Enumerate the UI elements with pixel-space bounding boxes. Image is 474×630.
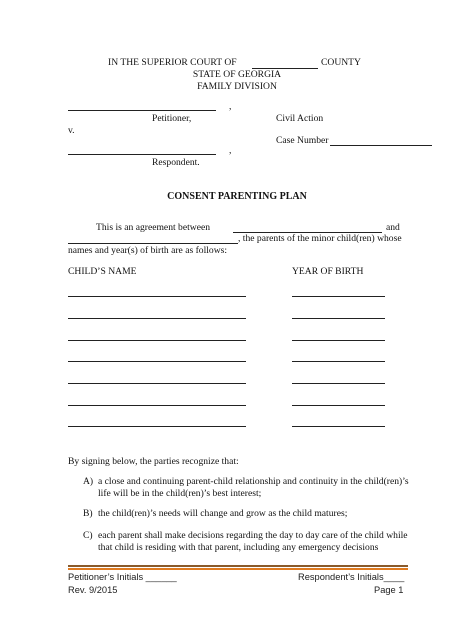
child-name-blank-7[interactable] [68,426,246,427]
child-year-blank-4[interactable] [292,361,385,362]
agreement-line2: , the parents of the minor child(ren) whose [238,233,402,244]
item-c-marker: C) [83,530,93,541]
parent2-blank[interactable] [68,243,238,244]
child-name-blank-3[interactable] [68,340,246,341]
child-name-blank-6[interactable] [68,405,246,406]
case-number-blank[interactable] [330,145,432,146]
item-a-line2: life will be in the child(ren)’s best interest; [98,488,262,499]
court-line-right: COUNTY [321,57,361,68]
respondent-name-blank[interactable] [68,154,216,155]
child-name-blank-5[interactable] [68,383,246,384]
child-year-blank-5[interactable] [292,383,385,384]
item-a-line1: a close and continuing parent-child relationship and continuity in the child(ren)’s [98,476,409,487]
child-year-blank-6[interactable] [292,405,385,406]
item-a-marker: A) [83,476,94,487]
child-name-blank-4[interactable] [68,361,246,362]
petitioner-initials[interactable]: Petitioner’s Initials ______ [68,572,177,582]
child-name-blank-1[interactable] [68,296,246,297]
versus-label: v. [68,125,75,136]
respondent-initials[interactable]: Respondent’s Initials____ [298,572,405,582]
item-c-line2: that child is residing with that parent, including any emergency decisions [98,542,379,553]
recognize-intro: By signing below, the parties recognize that: [68,456,239,467]
respondent-label: Respondent. [152,157,200,168]
state-line: STATE OF GEORGIA [192,69,282,80]
petitioner-label: Petitioner, [152,113,192,124]
agreement-line3: names and year(s) of birth are as follows: [68,245,228,256]
child-name-blank-2[interactable] [68,318,246,319]
division-line: FAMILY DIVISION [197,81,277,92]
child-year-blank-3[interactable] [292,340,385,341]
respondent-comma: , [229,145,232,156]
petitioner-comma: , [229,101,232,112]
civil-action-label: Civil Action [276,113,324,124]
child-year-blank-2[interactable] [292,318,385,319]
agreement-line1: This is an agreement between [96,222,211,233]
case-number-label: Case Number [276,135,329,146]
item-b-marker: B) [83,508,93,519]
year-of-birth-header: YEAR OF BIRTH [292,266,364,277]
child-year-blank-7[interactable] [292,426,385,427]
child-year-blank-1[interactable] [292,296,385,297]
agreement-and: and [386,222,400,233]
footer-rule-orange [68,568,408,570]
petitioner-name-blank[interactable] [68,110,216,111]
page-number: Page 1 [374,585,404,595]
footer-rule-brown [68,565,408,567]
court-line-left: IN THE SUPERIOR COURT OF [108,57,237,68]
item-b-line1: the child(ren)’s needs will change and grow as the child matures; [98,508,348,519]
item-c-line1: each parent shall make decisions regarding the day to day care of the child while [98,530,408,541]
document-title: CONSENT PARENTING PLAN [167,191,307,202]
childs-name-header: CHILD’S NAME [68,266,137,277]
revision-label: Rev. 9/2015 [68,585,118,595]
